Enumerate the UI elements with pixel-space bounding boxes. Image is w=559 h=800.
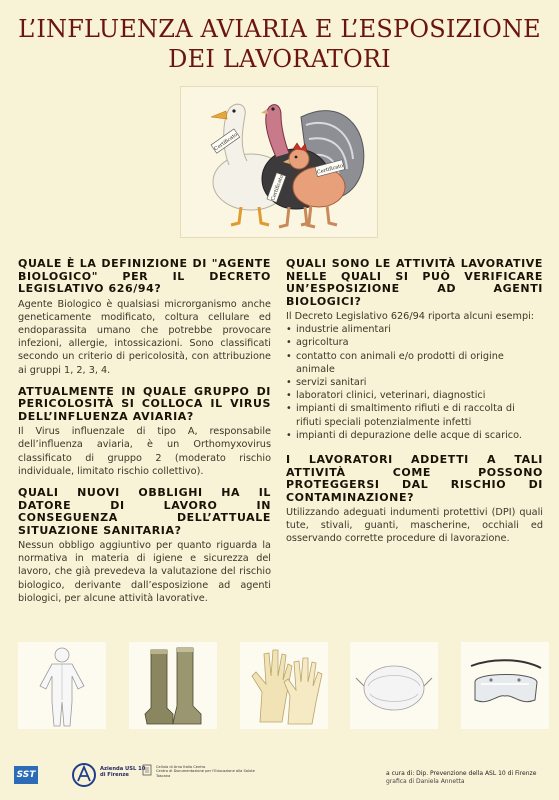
answer-text: Utilizzando adeguati indumenti protettivi (DPI) quali tute, stivali, guanti, mascherine, occhiali ed osservando corrette procedure di lavorazione. (286, 507, 543, 545)
protective-suit-icon (18, 642, 106, 729)
list-item: • impianti di smaltimento rifiuti e di raccolta di rifiuti speciali potenzialmente infetti (286, 403, 515, 428)
answer-text: Agente Biologico è qualsiasi microrganismo anche geneticamente modificato, coltura cellulare ed endoparassita umano che potrebbe provocare infezioni, allergie, intossicazioni. Sono classificati secondo un criterio di pericolosità, con attribuzione ai gruppi 1, 2, 3, 4. (18, 298, 271, 376)
bullet-icon: • (286, 324, 292, 336)
activity-list (286, 323, 543, 442)
cdc-logo-icon (142, 764, 152, 776)
asl-logo-icon (72, 762, 96, 788)
bullet-icon: • (286, 403, 292, 415)
list-item: • laboratori clinici, veterinari, diagnostici (286, 390, 486, 402)
list-item: • servizi sanitari (286, 377, 367, 389)
tag-label: Certificato (213, 131, 239, 153)
question-heading: ATTUALMENTE IN QUALE GRUPPO DI PERICOLOSITÀ SI COLLOCA IL VIRUS DELL’INFLUENZA AVIARIA? (18, 384, 271, 423)
latex-gloves-icon (240, 642, 328, 729)
list-item: • contatto con animali e/o prodotti di origine animale (286, 350, 504, 375)
title-line-2: DEI LAVORATORI (168, 45, 391, 73)
safety-goggles-icon (461, 642, 549, 729)
credit-line: a cura di: Dip. Prevenzione della ASL 10 di Firenze (386, 770, 537, 777)
question-heading: I LAVORATORI ADDETTI A TALI ATTIVITÀ COME POSSONO PROTEGGERSI DAL RISCHIO DI CONTAMINAZIONE? (286, 453, 543, 504)
question-heading: QUALI SONO LE ATTIVITÀ LAVORATIVE NELLE QUALI SI PUÒ VERIFICARE UN’ESPOSIZIONE AD AGENTI BIOLOGICI? (286, 257, 543, 308)
answer-text: Nessun obbligo aggiuntivo per quanto riguarda la normativa in materia di igiene e sicurezza del lavoro, che già prevedeva la valutazione del rischio biologico, derivante dall’esposizione ad agenti biologici, per alcune attività lavorative. (18, 540, 271, 604)
answer-text: Il Virus influenzale di tipo A, responsabile dell’influenza aviaria, è un Orthomyxovirus classificato di gruppo 2 (moderato rischio individuale, limitato rischio collettivo). (18, 426, 271, 477)
list-item: • impianti di depurazione delle acque di scarico. (286, 429, 522, 441)
tag-label: Certificato (316, 162, 344, 176)
asl-name: Azienda USL 10 di Firenze (100, 766, 146, 778)
bullet-icon: • (286, 350, 292, 362)
bullet-icon: • (286, 377, 292, 389)
dust-mask-icon (350, 642, 438, 729)
graphics-credit: grafica di Daniela Annetta (386, 777, 465, 785)
left-column (18, 258, 271, 605)
bullet-icon: • (286, 337, 292, 349)
right-column (286, 258, 543, 546)
answer-intro: Il Decreto Legislativo 626/94 riporta alcuni esempi: (286, 311, 535, 322)
bullet-icon: • (286, 390, 292, 402)
list-item: • industrie alimentari (286, 324, 391, 336)
title-line-1: L’INFLUENZA AVIARIA E L’ESPOSIZIONE (18, 15, 541, 43)
poster-title (0, 14, 559, 74)
poultry-drawing (181, 87, 377, 237)
list-item: • agricoltura (286, 337, 349, 349)
credits (386, 770, 536, 785)
rubber-boots-icon (129, 642, 217, 729)
bullet-icon: • (286, 429, 292, 441)
tag-label: Certificato (270, 174, 286, 202)
cdc-caption: Cellula di Arno Italia Centro Centro di Documentazione per l'Educazione alla Salute Toscana (156, 765, 255, 778)
ppe-image-row (0, 642, 559, 732)
question-heading: QUALE È LA DEFINIZIONE DI "AGENTE BIOLOGICO" PER IL DECRETO LEGISLATIVO 626/94? (18, 257, 271, 295)
question-heading: QUALI NUOVI OBBLIGHI HA IL DATORE DI LAVORO IN CONSEGUENZA DELL’ATTUALE SITUAZIONE SANITARIA? (18, 486, 271, 537)
sst-logo: SST (14, 766, 38, 784)
poultry-illustration (180, 86, 378, 238)
